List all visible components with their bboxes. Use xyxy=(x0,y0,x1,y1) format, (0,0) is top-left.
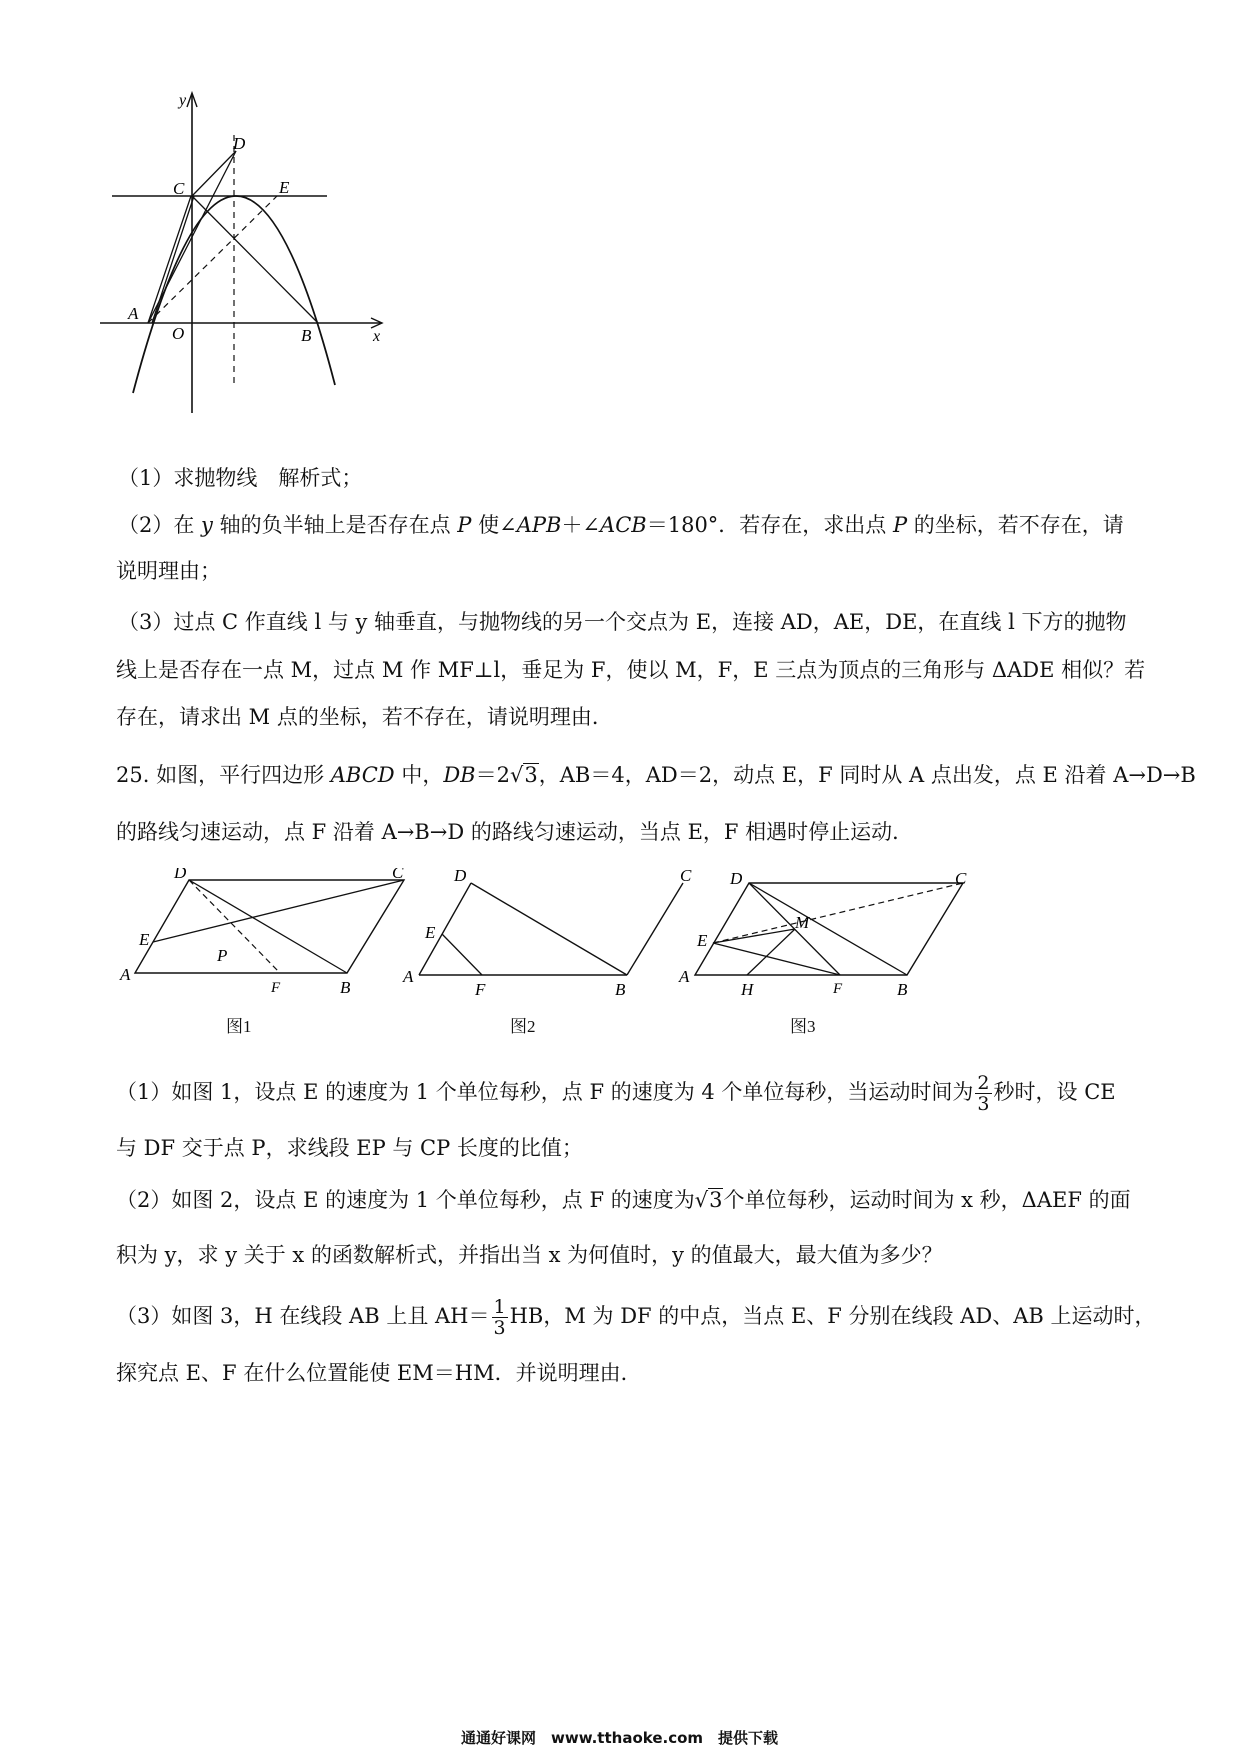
text-seg: 个单位每秒，运动时间为 x 秒，ΔAEF 的面 xyxy=(723,1188,1131,1212)
segment-CB xyxy=(192,196,318,323)
q25-s3-line2: 探究点 E、F 在什么位置能使 EM＝HM．并说明理由． xyxy=(116,1361,642,1385)
text-seg: ＋∠ xyxy=(561,513,601,537)
label-C: C xyxy=(173,179,185,198)
text-seg: （1）如图 1，设点 E 的速度为 1 个单位每秒，点 F 的速度为 4 个单位每秒，当运动时间为 xyxy=(116,1080,974,1104)
fig1-label-B: B xyxy=(340,978,351,997)
fig1-label-E: E xyxy=(139,930,150,949)
q24-part3-line2: 线上是否存在一点 M，过点 M 作 MF⊥l，垂足为 F，使以 M，F，E 三点为顶点的三角形与 ΔADE 相似？若 xyxy=(116,658,1146,682)
segment-EF xyxy=(713,943,840,975)
fig3-label-E: E xyxy=(697,931,708,950)
segment-CD xyxy=(192,151,236,196)
text-seg: ＝180°．若存在，求出点 xyxy=(646,513,893,537)
math-y: y xyxy=(201,513,213,537)
q25-s2-line2: 积为 y，求 y 关于 x 的函数解析式，并指出当 x 为何值时，y 的值最大，最大值为多少？ xyxy=(116,1243,943,1267)
q24-part2-line2: 说明理由； xyxy=(116,559,221,583)
segment-EF xyxy=(442,934,482,975)
diagonal-DB xyxy=(189,880,347,973)
fig2-label-E: E xyxy=(425,923,436,942)
text-seg: ，AB＝4，AD＝2，动点 E，F 同时从 A 点出发，点 E 沿着 A→D→B xyxy=(538,763,1196,787)
text-seg: HB，M 为 DF 的中点，当点 E、F 分别在线段 AD、AB 上运动时， xyxy=(509,1304,1156,1328)
frac-numerator: 1 xyxy=(493,1296,506,1318)
text-seg: （2）在 xyxy=(118,513,202,537)
q25-s3-line1 xyxy=(116,1294,1155,1338)
label-D: D xyxy=(233,134,246,153)
fig3-label-B: B xyxy=(897,980,908,999)
text-seg: ＝ xyxy=(475,763,497,787)
math-ABCD: ABCD xyxy=(330,763,395,787)
sqrt-sign: √ xyxy=(694,1188,709,1212)
text-seg: 25. 如图，平行四边形 xyxy=(116,763,331,787)
math-APB: APB xyxy=(516,513,562,537)
q25-s2-line1 xyxy=(116,1185,1131,1215)
fraction-2-3 xyxy=(975,1073,991,1114)
math-P: P xyxy=(892,513,908,537)
q24-part2-line1 xyxy=(118,510,1124,540)
text-seg: （3）如图 3，H 在线段 AB 上且 AH＝ xyxy=(116,1304,490,1328)
fig2-label-C: C xyxy=(680,868,692,885)
caption-fig2: 图2 xyxy=(510,1017,536,1036)
fig1-label-D: D xyxy=(174,868,187,882)
fig3-label-A: A xyxy=(679,967,690,986)
fig3-label-H: H xyxy=(741,980,754,999)
frac-denominator: 3 xyxy=(493,1317,506,1339)
fig1-label-A: A xyxy=(120,965,131,984)
math-DB: DB xyxy=(443,763,476,787)
label-E: E xyxy=(279,178,290,197)
frac-denominator: 3 xyxy=(977,1093,990,1115)
fig2-label-B: B xyxy=(615,980,626,999)
frac-numerator: 2 xyxy=(977,1072,990,1094)
fig2-label-A: A xyxy=(403,967,414,986)
sqrt-3: 3 xyxy=(709,1188,723,1212)
figure-3 xyxy=(675,868,985,1003)
text-seg: 秒时，设 CE xyxy=(993,1080,1116,1104)
label-O: O xyxy=(172,324,185,343)
segment-AE xyxy=(148,196,277,323)
sqrt-sign: √ xyxy=(510,763,524,787)
parallelogram-ABCD xyxy=(135,880,404,973)
fig3-label-D: D xyxy=(730,869,743,888)
fig3-label-C: C xyxy=(955,869,967,888)
label-y: y xyxy=(179,92,187,109)
math-ACB: ACB xyxy=(600,513,647,537)
label-x: x xyxy=(373,328,381,345)
text-seg: 轴的负半轴上是否存在点 xyxy=(212,513,458,537)
fig3-label-M: M xyxy=(795,913,810,932)
fig1-label-C: C xyxy=(392,868,404,882)
math-P: P xyxy=(457,513,472,537)
text-seg: 的坐标，若不存在，请 xyxy=(907,513,1124,537)
fig2-label-D: D xyxy=(454,868,467,885)
segment-DF xyxy=(189,880,280,973)
sqrt-3: 3 xyxy=(524,763,538,787)
caption-fig3: 图3 xyxy=(790,1017,816,1036)
q25-intro-line1 xyxy=(116,760,1196,790)
segment-AC xyxy=(148,196,191,323)
diagonal-DB xyxy=(471,883,627,975)
label-B: B xyxy=(301,326,312,345)
fig2-label-F: F xyxy=(475,980,486,999)
label-A: A xyxy=(128,304,139,323)
fraction-1-3 xyxy=(492,1297,508,1338)
q25-s1-line1 xyxy=(116,1070,1116,1114)
q24-part3-line1: （3）过点 C 作直线 l 与 y 轴垂直，与抛物线的另一个交点为 E，连接 AD，AE，DE，在直线 l 下方的抛物 xyxy=(118,610,1127,634)
fig1-label-F: F xyxy=(271,980,281,996)
coef-2: 2 xyxy=(496,763,510,787)
text-seg: （2）如图 2，设点 E 的速度为 1 个单位每秒，点 F 的速度为 xyxy=(116,1188,695,1212)
text-seg: 使∠ xyxy=(471,513,517,537)
q25-intro-line2: 的路线匀速运动，点 F 沿着 A→B→D 的路线匀速运动，当点 E，F 相遇时停止运动． xyxy=(116,820,914,844)
text-seg: 中， xyxy=(394,763,444,787)
caption-fig1: 图1 xyxy=(226,1017,252,1036)
parabola-figure xyxy=(95,85,435,425)
fig1-label-P: P xyxy=(217,946,228,965)
q24-part1: （1）求抛物线 解析式； xyxy=(118,466,363,490)
figure-1 xyxy=(115,868,415,1003)
figure-2 xyxy=(395,868,705,1003)
footer-source: 通通好课网 www.tthaoke.com 提供下载 xyxy=(461,1729,779,1747)
fig3-label-F: F xyxy=(833,981,843,997)
q25-s1-line2: 与 DF 交于点 P，求线段 EP 与 CP 长度的比值； xyxy=(116,1136,583,1160)
segment-EC xyxy=(713,883,963,943)
q24-part3-line3: 存在，请求出 M 点的坐标，若不存在，请说明理由． xyxy=(116,705,613,729)
